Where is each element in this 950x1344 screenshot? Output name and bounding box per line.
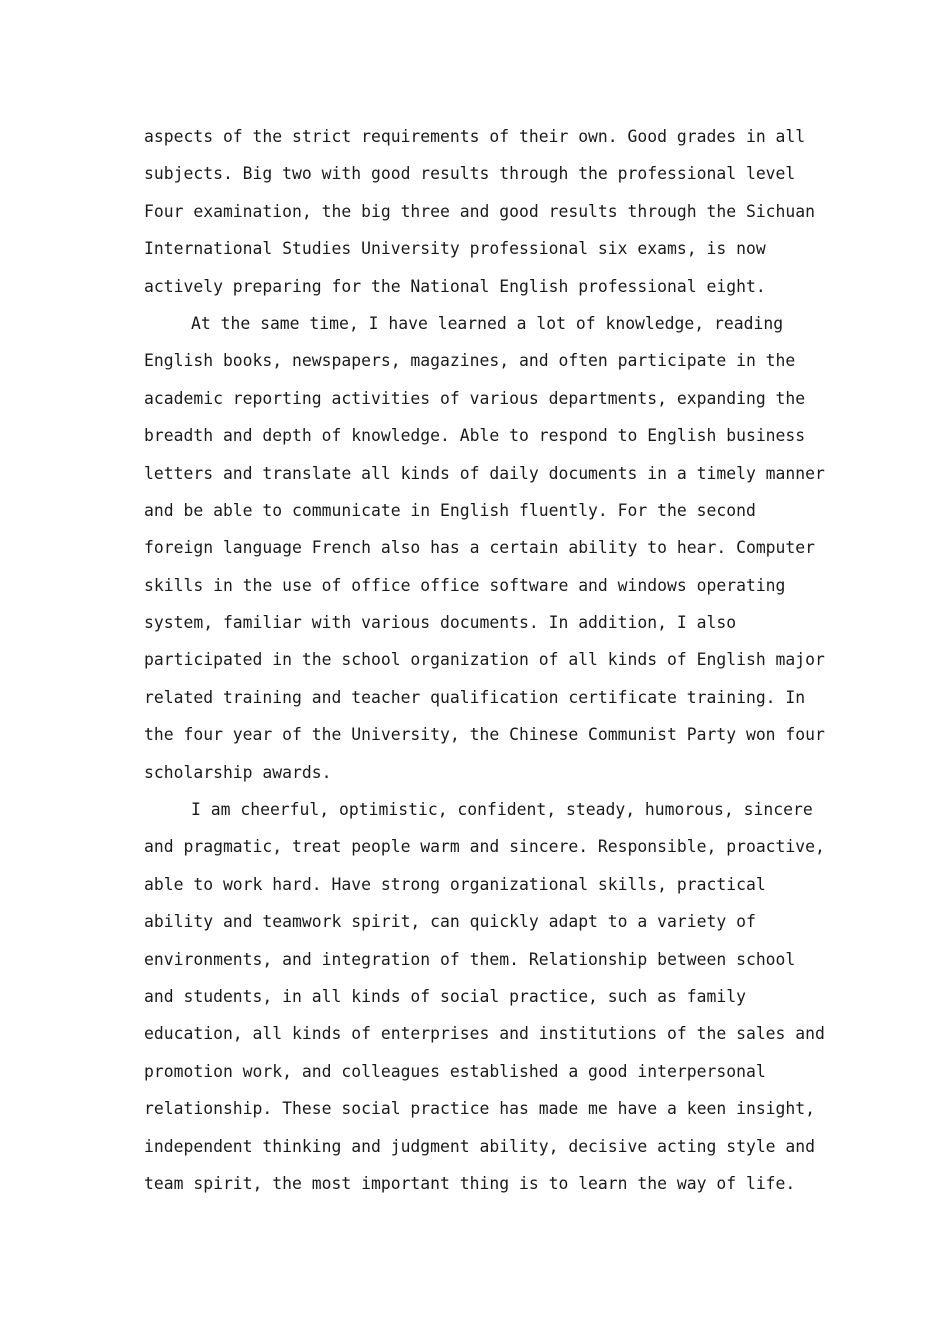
text-line: and be able to communicate in English fluently. For the second [144,500,756,520]
text-line: promotion work, and colleagues established a good interpersonal [144,1061,766,1081]
text-line: At the same time, I have learned a lot of knowledge, reading [191,313,784,333]
text-line: letters and translate all kinds of daily documents in a timely manner [144,463,825,483]
text-line: team spirit, the most important thing is to learn the way of life. [144,1173,796,1193]
text-line: academic reporting activities of various departments, expanding the [144,388,806,408]
text-line: and students, in all kinds of social practice, such as family [144,986,746,1006]
text-line: I am cheerful, optimistic, confident, steady, humorous, sincere [191,800,813,820]
text-line: able to work hard. Have strong organizational skills, practical [144,874,766,894]
text-line: subjects. Big two with good results through the professional level [144,164,796,184]
text-line: ability and teamwork spirit, can quickly adapt to a variety of [144,912,756,932]
text-line: breadth and depth of knowledge. Able to respond to English business [144,426,806,446]
paragraph-1 [144,118,819,305]
text-line: the four year of the University, the Chinese Communist Party won four [144,725,825,745]
paragraph-2 [144,305,825,791]
text-line: education, all kinds of enterprises and institutions of the sales and [144,1024,825,1044]
text-line: and pragmatic, treat people warm and sincere. Responsible, proactive, [144,837,825,857]
text-line: independent thinking and judgment ability, decisive acting style and [144,1136,816,1156]
text-line: International Studies University professional six exams, is now [144,239,766,259]
text-line: foreign language French also has a certain ability to hear. Computer [144,538,816,558]
text-line: skills in the use of office office software and windows operating [144,575,786,595]
text-line: Four examination, the big three and good results through the Sichuan [144,201,816,221]
text-line: environments, and integration of them. Relationship between school [144,949,796,969]
text-line: actively preparing for the National English professional eight. [144,276,766,296]
text-line: participated in the school organization of all kinds of English major [144,650,825,670]
text-line: scholarship awards. [144,762,332,782]
text-line: English books, newspapers, magazines, and often participate in the [144,351,796,371]
paragraph-3 [144,791,825,1202]
text-line: related training and teacher qualification certificate training. In [144,687,806,707]
text-line: system, familiar with various documents. In addition, I also [144,613,737,633]
document-body [144,118,825,1202]
text-line: relationship. These social practice has made me have a keen insight, [144,1099,816,1119]
text-line: aspects of the strict requirements of their own. Good grades in all [144,127,806,146]
